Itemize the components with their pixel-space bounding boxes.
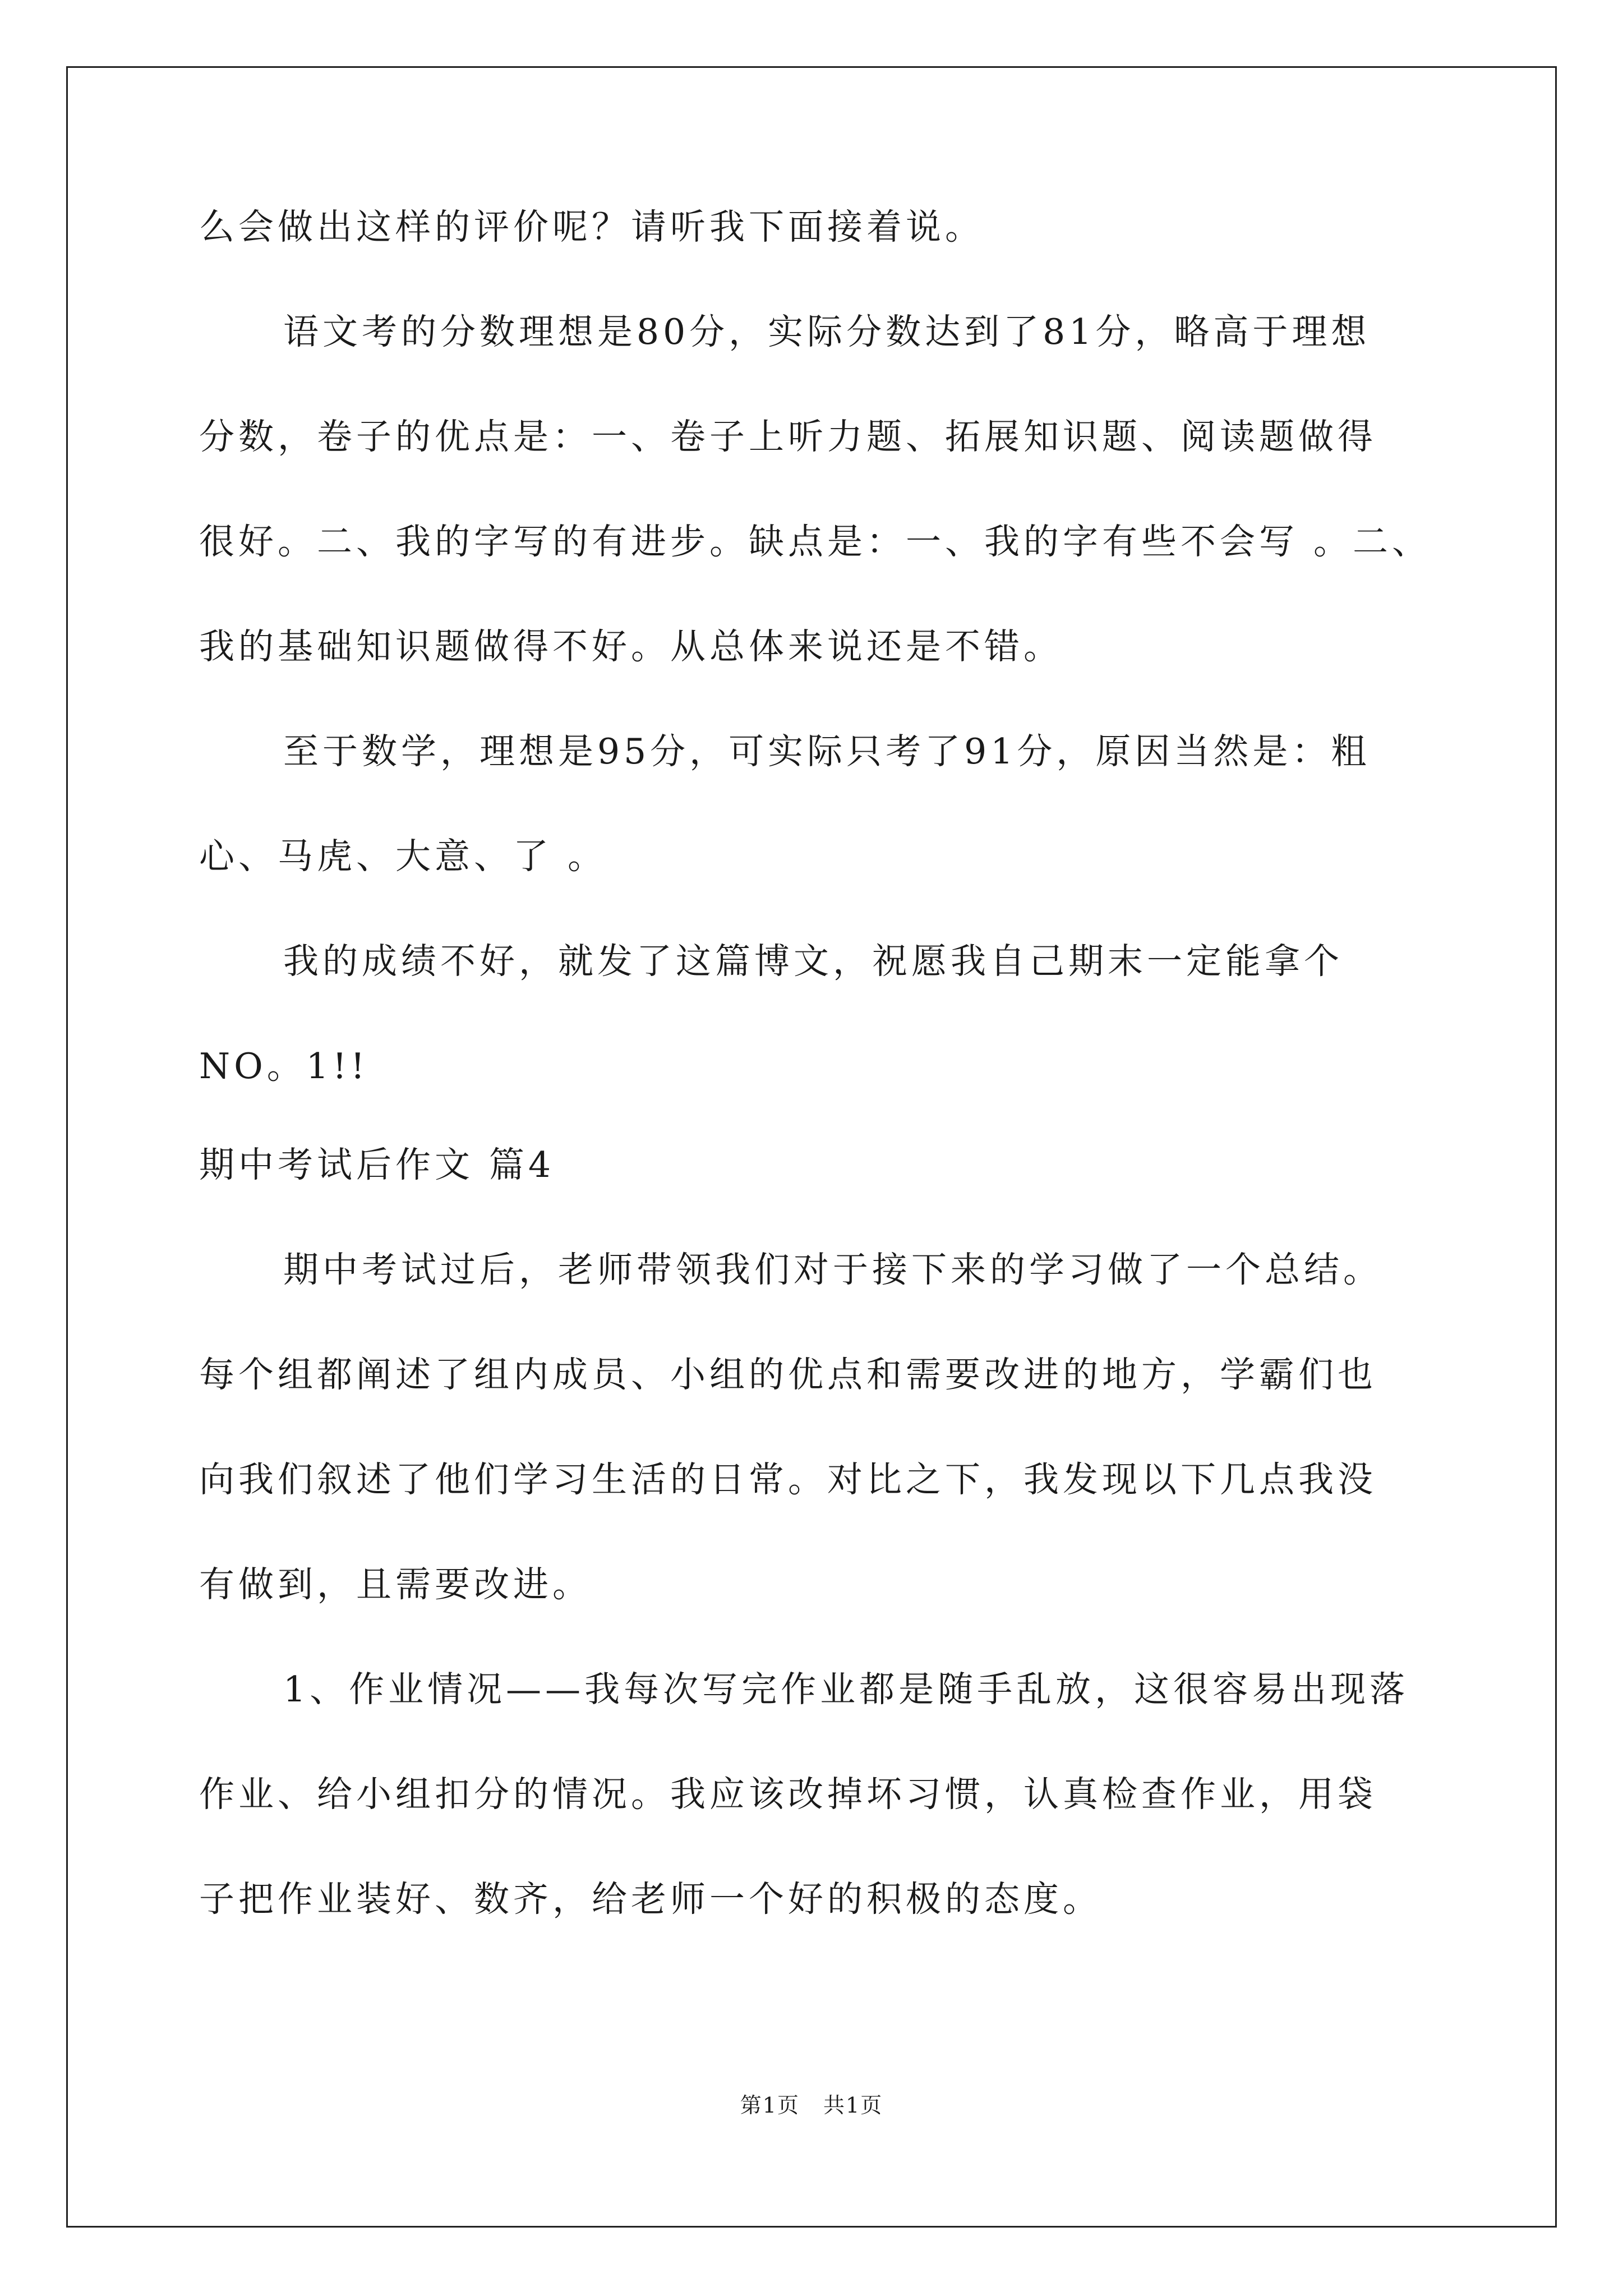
page-footer xyxy=(0,2091,1623,2119)
paragraph-start: 1、作业情况——我每次写完作业都是随手乱放，这很容易出现落 xyxy=(283,1669,1409,1710)
text-line: 心、马虎、大意、了 。 xyxy=(199,836,607,877)
section-heading: 期中考试后作文 篇4 xyxy=(199,1144,555,1185)
text-line: 每个组都阐述了组内成员、小组的优点和需要改进的地方，学霸们也 xyxy=(199,1354,1377,1395)
text-line: 我的基础知识题做得不好。从总体来说还是不错。 xyxy=(199,626,1063,667)
text-line: 作业、给小组扣分的情况。我应该改掉坏习惯，认真检查作业，用袋 xyxy=(199,1774,1377,1815)
text-line: 向我们叙述了他们学习生活的日常。对比之下，我发现以下几点我没 xyxy=(199,1459,1377,1500)
paragraph-start: 期中考试过后，老师带领我们对于接下来的学习做了一个总结。 xyxy=(283,1249,1382,1290)
text-line: 有做到，且需要改进。 xyxy=(199,1564,592,1605)
text-line: 很好。二、我的字写的有进步。缺点是：一、我的字有些不会写 。二、 xyxy=(199,521,1432,562)
page-number: 第1页 xyxy=(740,2093,800,2118)
paragraph-start: 我的成绩不好，就发了这篇博文，祝愿我自己期末一定能拿个 xyxy=(283,941,1343,982)
document-body xyxy=(199,202,1432,1925)
text-line: 子把作业装好、数齐，给老师一个好的积极的态度。 xyxy=(199,1879,1102,1920)
text-line: 么会做出这样的评价呢？请听我下面接着说。 xyxy=(199,206,984,247)
paragraph-start: 至于数学，理想是95分，可实际只考了91分，原因当然是：粗 xyxy=(283,731,1371,772)
page-total: 共1页 xyxy=(823,2093,883,2118)
paragraph-start: 语文考的分数理想是80分，实际分数达到了81分，略高于理想 xyxy=(283,311,1371,352)
text-line: 分数，卷子的优点是：一、卷子上听力题、拓展知识题、阅读题做得 xyxy=(199,416,1377,457)
text-line: NO。1!! xyxy=(199,1046,369,1087)
